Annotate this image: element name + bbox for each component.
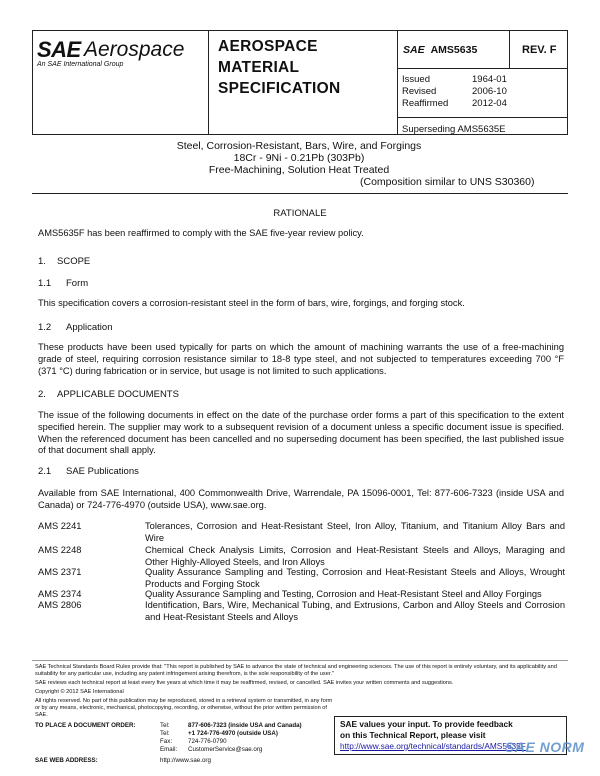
superseding: Superseding AMS5635E	[402, 124, 506, 135]
web-label: SAE WEB ADDRESS:	[35, 757, 98, 764]
contact-label: Email:	[160, 746, 178, 753]
sae-logo-aerospace: Aerospace	[84, 38, 185, 61]
ref-description: Quality Assurance Sampling and Testing, Corrosion and Heat-Resistant Steels and Alloys, Wrought Products and Forging Stock	[145, 567, 565, 589]
ref-description: Quality Assurance Sampling and Testing, Corrosion and Heat-Resistant Steel and Alloy Forgings	[145, 589, 542, 599]
date-value-reaffirmed: 2012-04	[472, 98, 507, 109]
header-divider-h	[397, 68, 568, 69]
feedback-link[interactable]: http://www.sae.org/technical/standards/AMS5635F	[340, 741, 526, 751]
ref-description: Tolerances, Corrosion and Heat-Resistant Steel, Iron Alloy, Titanium, and Titanium Alloy Bars and Wire	[145, 521, 565, 543]
section-2-1-text: Available from SAE International, 400 Commonwealth Drive, Warrendale, PA 15096-0001, Tel: 877-606-7323 (inside USA and Canada) or 724-776-4970 (outside USA), www.sae.org.	[38, 488, 564, 510]
section-1-number: 1.	[38, 256, 46, 267]
header-divider-2	[397, 30, 398, 135]
ref-code: AMS 2371	[38, 567, 82, 577]
ref-code: AMS 2248	[38, 545, 82, 555]
subject-line-2: 18Cr - 9Ni - 0.21Pb (303Pb)	[233, 152, 365, 164]
section-2-1-number: 2.1	[38, 466, 52, 477]
ref-code: AMS 2374	[38, 589, 82, 599]
doc-type-line-3: SPECIFICATION	[218, 80, 341, 97]
watermark-logo: SAE NORM	[505, 739, 585, 755]
doc-number-value: AMS5635	[430, 44, 478, 56]
section-1-1-text: This specification covers a corrosion-resistant steel in the form of bars, wire, forgings, and forging stock.	[38, 298, 465, 308]
section-2-text: The issue of the following documents in effect on the date of the purchase order forms a part of this specification to the extent specified herein. The supplier may work to a subsequent revision of a document unless a specific document issue is specified. When the referenced document has been cancelled and no superseding document has been specified, the last published issue of that document shall apply.	[38, 410, 564, 456]
date-label-reaffirmed: Reaffirmed	[402, 98, 449, 109]
footer-disclaimer: SAE Technical Standards Board Rules provide that: "This report is published by SAE to advance the state of technical and engineering sciences. The use of this report is entirely voluntary, and its applicability and suitability for any particular use, including any patent infringement arising therefrom, is the sole responsibility of the user."	[35, 664, 557, 678]
date-value-issued: 1964-01	[472, 74, 507, 85]
footer-review-note: SAE reviews each technical report at least every five years at which time it may be reaffirmed, revised, or cancelled. SAE invites your written comments and suggestions.	[35, 680, 454, 686]
section-1-title: SCOPE	[57, 256, 91, 267]
logo-subtitle: An SAE International Group	[37, 61, 124, 68]
feedback-line-2: on this Technical Report, please visit	[340, 730, 486, 740]
footer-rule	[32, 660, 568, 661]
subject-line-4: (Composition similar to UNS S30360)	[360, 176, 535, 188]
ref-description: Chemical Check Analysis Limits, Corrosion and Heat-Resistant Steels and Alloys, Maraging and Other Highly-Alloyed Steels, and Iron Alloys	[145, 545, 565, 567]
section-2-title: APPLICABLE DOCUMENTS	[57, 389, 179, 400]
web-address-link[interactable]: http://www.sae.org	[160, 757, 211, 764]
contact-label: Tel:	[160, 730, 170, 737]
sae-logo-mark: SAE	[37, 37, 81, 62]
doc-number	[403, 44, 477, 56]
header-divider-1	[208, 30, 209, 135]
section-1-2-text: These products have been used typically for parts on which the amount of machining warrants the use of a free-machining grade of steel, requiring corrosion resistance similar to 18-8 type steel, and not subjected to temperatures exceeding 700 °F (371 °C) during fabrication or in service, but usage is not limited to such applications.	[38, 342, 564, 376]
subject-line-1: Steel, Corrosion-Resistant, Bars, Wire, and Forgings	[176, 140, 422, 152]
section-1-1-title: Form	[66, 278, 89, 289]
order-label: TO PLACE A DOCUMENT ORDER:	[35, 722, 136, 729]
section-2-1-title: SAE Publications	[66, 466, 139, 477]
section-1-2-title: Application	[66, 322, 113, 333]
contact-value: CustomerService@sae.org	[188, 746, 263, 753]
section-1-1-number: 1.1	[38, 278, 52, 289]
doc-prefix: SAE	[403, 44, 425, 56]
date-value-revised: 2006-10	[472, 86, 507, 97]
contact-label: Fax:	[160, 738, 173, 745]
header-divider-h2	[397, 117, 568, 118]
contact-value: +1 724-776-4970 (outside USA)	[188, 730, 278, 737]
rationale-text: AMS5635F has been reaffirmed to comply with the SAE five-year review policy.	[38, 228, 364, 238]
ref-description: Identification, Bars, Wire, Mechanical Tubing, and Extrusions, Carbon and Alloy Steels and Corrosion and Heat-Resistant Steels and Alloys	[145, 600, 565, 622]
contact-label: Tel:	[160, 722, 170, 729]
doc-type-line-1: AEROSPACE	[218, 38, 318, 55]
section-2-number: 2.	[38, 389, 46, 400]
contact-value: 877-606-7323 (inside USA and Canada)	[188, 722, 302, 729]
feedback-line-1: SAE values your input. To provide feedback	[340, 719, 513, 729]
revision: REV. F	[522, 44, 557, 56]
subject-line-3: Free-Machining, Solution Heat Treated	[208, 164, 390, 176]
doc-type-line-2: MATERIAL	[218, 59, 300, 76]
contact-value: 724-776-0790	[188, 738, 227, 745]
footer-copyright: Copyright © 2012 SAE International	[35, 689, 124, 695]
header-divider-3	[509, 30, 510, 68]
ref-code: AMS 2241	[38, 521, 82, 531]
date-label-issued: Issued	[402, 74, 430, 85]
footer-rights: All rights reserved. No part of this publication may be reproduced, stored in a retrieval system or transmitted, in any form or by any means, electronic, mechanical, photocopying, recording, or otherwise, without the prior written permission of SAE.	[35, 698, 333, 719]
subject-rule	[32, 193, 568, 194]
ref-code: AMS 2806	[38, 600, 82, 610]
date-label-revised: Revised	[402, 86, 437, 97]
rationale-heading: RATIONALE	[273, 208, 327, 219]
section-1-2-number: 1.2	[38, 322, 52, 333]
